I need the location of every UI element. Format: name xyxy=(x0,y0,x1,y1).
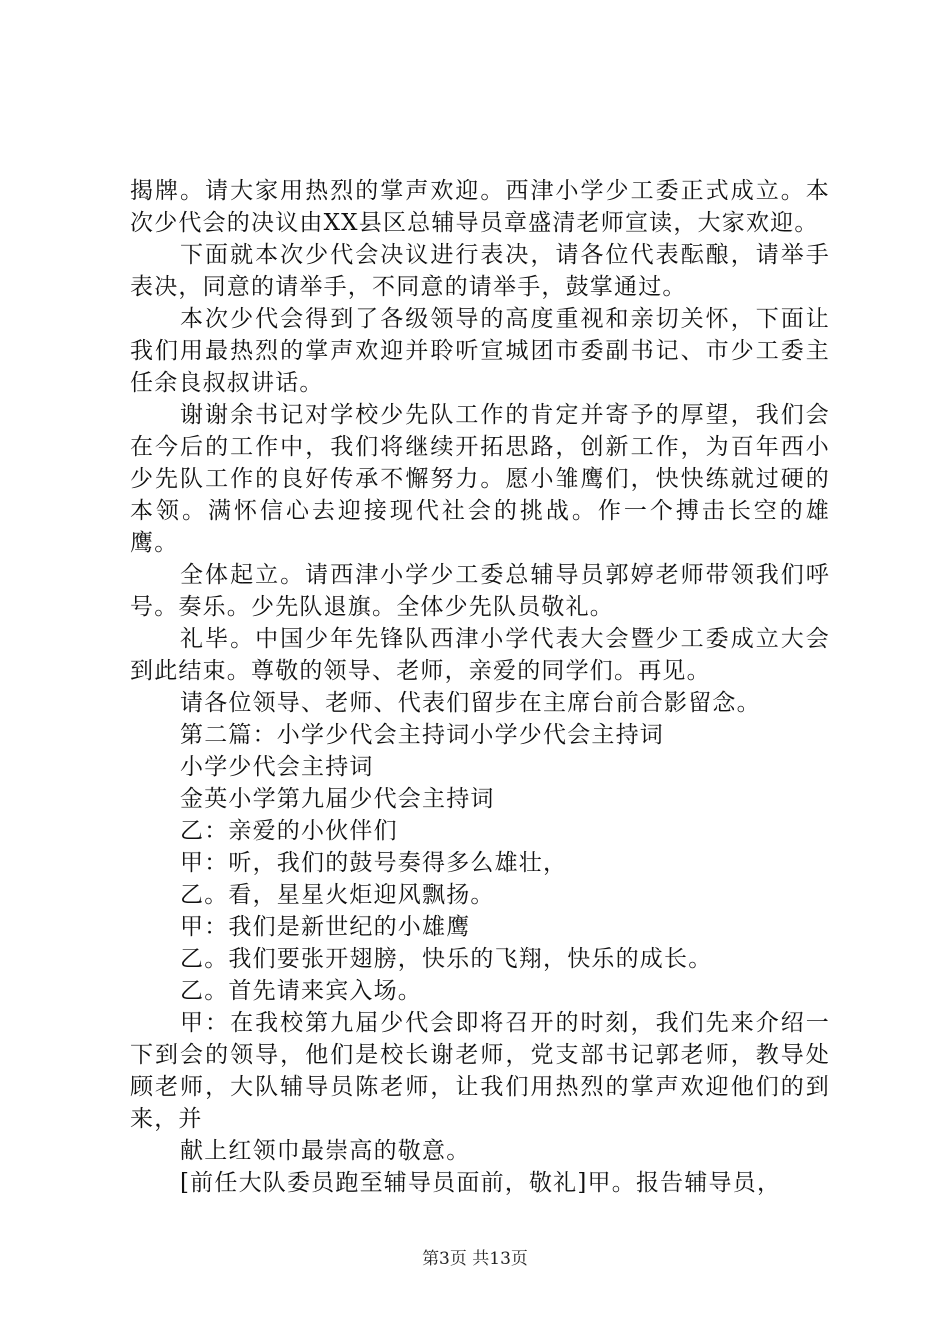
paragraph: [前任大队委员跑至辅导员面前，敬礼]甲。报告辅导员， xyxy=(180,1170,782,1196)
paragraph: 请各位领导、老师、代表们留步在主席台前合影留念。 xyxy=(180,690,761,716)
dialogue-line: 乙：亲爱的小伙伴们 xyxy=(180,818,398,844)
paragraph: 金英小学第九届少代会主持词 xyxy=(180,786,495,812)
dialogue-line: 甲：听，我们的鼓号奏得多么雄壮， xyxy=(180,850,568,876)
paragraph: 本次少代会得到了各级领导的高度重视和亲切关怀，下面让我们用最热烈的掌声欢迎并聆听宣城团市委副书记、市少工委主任余良叔叔讲话。 xyxy=(130,306,830,396)
paragraph: 全体起立。请西津小学少工委总辅导员郭婷老师带领我们呼号。奏乐。少先队退旗。全体少先队员敬礼。 xyxy=(130,562,830,620)
paragraph: 揭牌。请大家用热烈的掌声欢迎。西津小学少工委正式成立。本次少代会的决议由XX县区总辅导员章盛清老师宣读，大家欢迎。 xyxy=(130,178,830,236)
dialogue-line: 乙。首先请来宾入场。 xyxy=(180,978,422,1004)
paragraph: 谢谢余书记对学校少先队工作的肯定并寄予的厚望，我们会在今后的工作中，我们将继续开拓思路，创新工作，为百年西小少先队工作的良好传承不懈努力。愿小雏鹰们，快快练就过硬的本领。满怀信心去迎接现代社会的挑战。作一个搏击长空的雄鹰。 xyxy=(130,402,830,556)
section-heading: 第二篇：小学少代会主持词小学少代会主持词 xyxy=(180,722,664,748)
page-number-footer: 第3页 共13页 xyxy=(422,1249,528,1269)
paragraph: 献上红领巾最崇高的敬意。 xyxy=(180,1138,471,1164)
dialogue-line: 乙。我们要张开翅膀，快乐的飞翔，快乐的成长。 xyxy=(180,946,713,972)
dialogue-line: 甲：在我校第九届少代会即将召开的时刻，我们先来介绍一下到会的领导，他们是校长谢老师，党支部书记郭老师，教导处顾老师，大队辅导员陈老师，让我们用热烈的掌声欢迎他们的到来，并 xyxy=(130,1010,830,1132)
paragraph: 小学少代会主持词 xyxy=(180,754,374,780)
paragraph: 礼毕。中国少年先锋队西津小学代表大会暨少工委成立大会到此结束。尊敬的领导、老师，亲爱的同学们。再见。 xyxy=(130,626,830,684)
paragraph: 下面就本次少代会决议进行表决，请各位代表酝酿，请举手表决，同意的请举手，不同意的请举手，鼓掌通过。 xyxy=(130,242,830,300)
dialogue-line: 甲：我们是新世纪的小雄鹰 xyxy=(180,914,471,940)
dialogue-line: 乙。看，星星火炬迎风飘扬。 xyxy=(180,882,495,908)
document-body xyxy=(130,175,830,1199)
